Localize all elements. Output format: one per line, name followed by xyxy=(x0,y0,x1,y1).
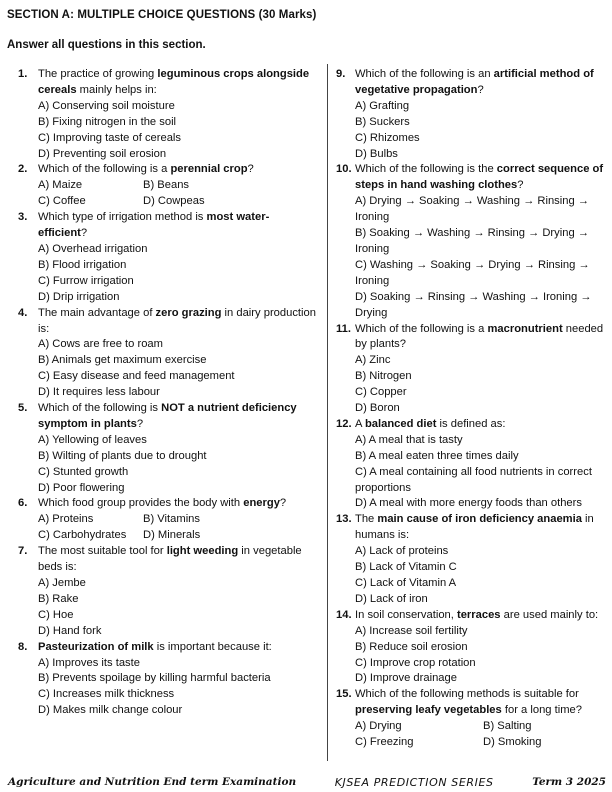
question-stem xyxy=(38,496,318,512)
answer-option: C) Stunted growth xyxy=(38,465,129,478)
answer-option: C) Improve crop rotation xyxy=(355,656,476,669)
answer-option: A) Zinc xyxy=(355,354,391,367)
question-stem xyxy=(38,210,318,242)
answer-option: A) Drying xyxy=(355,720,402,733)
question-number: 3. xyxy=(18,211,28,224)
question-text: The most suitable tool for xyxy=(38,545,167,558)
answer-option: D) Hand fork xyxy=(38,624,102,637)
answer-option: D) Preventing soil erosion xyxy=(38,147,167,160)
question-text: ? xyxy=(80,227,88,240)
question-number: 12. xyxy=(336,417,352,430)
question-stem xyxy=(38,544,318,576)
question-stem xyxy=(355,512,606,544)
question-4 xyxy=(18,306,318,401)
question-number: 4. xyxy=(18,306,28,319)
question-stem xyxy=(355,417,606,433)
answer-option: C) Freezing xyxy=(355,736,414,749)
question-number: 7. xyxy=(18,545,28,558)
question-text: Which of the following is xyxy=(38,402,162,415)
answer-option: A) Proteins xyxy=(38,513,94,526)
question-7 xyxy=(18,544,318,639)
question-keyword: Pasteurization of milk xyxy=(38,640,154,653)
question-keyword: balanced diet xyxy=(364,417,437,430)
question-keyword: macronutrient xyxy=(487,322,563,335)
question-column-left xyxy=(18,67,318,719)
answer-option: A) Lack of proteins xyxy=(355,545,449,558)
answer-option: D) Lack of iron xyxy=(355,592,428,605)
question-text: in vegetable beds is: xyxy=(38,545,302,574)
question-keyword: main cause of iron deficiency anaemia xyxy=(377,513,582,526)
answer-option: C) Improving taste of cereals xyxy=(38,131,182,144)
question-text: Which of the following methods is suitable for xyxy=(355,688,579,701)
question-text: Which of the following is a xyxy=(38,163,171,176)
question-number: 6. xyxy=(18,497,28,510)
question-1 xyxy=(18,67,318,162)
answer-option: B) Lack of Vitamin C xyxy=(355,561,457,574)
question-12 xyxy=(336,417,606,512)
question-text: are used mainly to: xyxy=(500,608,599,621)
answer-option: A) Yellowing of leaves xyxy=(38,433,147,446)
question-column-right xyxy=(336,67,606,751)
question-text: ? xyxy=(279,497,287,510)
option-row xyxy=(38,512,318,528)
answer-option: D) Poor flowering xyxy=(38,481,125,494)
question-13 xyxy=(336,512,606,607)
question-keyword: artificial method of vegetative propagation xyxy=(355,68,594,96)
question-text: The practice of growing xyxy=(38,68,158,80)
question-keyword: preserving leafy vegetables xyxy=(355,704,502,717)
question-5 xyxy=(18,401,318,496)
question-8 xyxy=(18,640,318,720)
question-text: mainly helps in: xyxy=(76,83,157,96)
answer-option: D) Smoking xyxy=(483,736,542,749)
answer-option: A) Jembe xyxy=(38,577,86,589)
question-stem xyxy=(38,67,318,99)
question-text: is important because it: xyxy=(153,640,272,653)
question-stem xyxy=(355,322,606,354)
footer-term: Term 3 2025 xyxy=(532,776,606,788)
answer-option: B) Salting xyxy=(483,720,532,733)
answer-option: D) Improve drainage xyxy=(355,672,457,685)
answer-option: B) Nitrogen xyxy=(355,370,412,383)
question-text: in dairy production is: xyxy=(38,306,316,335)
question-text: ? xyxy=(477,83,484,96)
question-6 xyxy=(18,496,318,544)
question-text: for a long time? xyxy=(501,704,582,717)
footer-exam-title: Agriculture and Nutrition End term Examination xyxy=(8,776,297,788)
question-stem xyxy=(355,67,606,99)
question-text: Which food group provides the body with xyxy=(38,497,244,510)
question-text: ? xyxy=(247,163,254,176)
section-title: SECTION A: MULTIPLE CHOICE QUESTIONS (30 Marks) xyxy=(7,9,317,21)
answer-option: C) Furrow irrigation xyxy=(38,274,134,287)
answer-option: B) A meal eaten three times daily xyxy=(355,449,519,462)
question-number: 10. xyxy=(336,163,352,176)
answer-option: A) Increase soil fertility xyxy=(355,624,468,637)
question-keyword: correct sequence of steps in hand washing clothes xyxy=(355,163,604,192)
option-row xyxy=(355,735,606,751)
answer-option: D) It requires less labour xyxy=(38,386,160,399)
answer-option: C) Increases milk thickness xyxy=(38,688,175,701)
question-stem xyxy=(355,687,606,719)
question-number: 9. xyxy=(336,68,346,80)
question-keyword: perennial crop xyxy=(170,163,248,176)
answer-option: B) Beans xyxy=(143,179,190,192)
answer-option: A) Conserving soil moisture xyxy=(38,99,175,112)
answer-option: B) Fixing nitrogen in the soil xyxy=(38,115,177,128)
question-number: 1. xyxy=(18,68,28,80)
answer-option: C) Washing → Soaking → Drying → Rinsing → Ironing xyxy=(355,258,590,287)
question-keyword: terraces xyxy=(456,608,501,621)
answer-option: A) Cows are free to roam xyxy=(38,338,163,351)
question-text: is defined as: xyxy=(436,417,506,430)
answer-option: C) Rhizomes xyxy=(355,131,420,144)
question-number: 15. xyxy=(336,688,352,701)
question-keyword: most water-efficient xyxy=(38,211,270,240)
question-text: ? xyxy=(136,417,144,430)
question-stem xyxy=(38,640,318,656)
answer-option: D) Makes milk change colour xyxy=(38,704,183,717)
answer-option: B) Flood irrigation xyxy=(38,258,127,271)
question-text: The xyxy=(355,513,378,526)
answer-option: A) Drying → Soaking → Washing → Rinsing → Ironing xyxy=(355,195,589,224)
question-number: 14. xyxy=(336,608,352,621)
answer-option: B) Suckers xyxy=(355,115,410,128)
answer-option: C) Lack of Vitamin A xyxy=(355,577,457,589)
question-text: Which type of irrigation method is xyxy=(38,211,207,224)
answer-option: D) Soaking → Rinsing → Washing → Ironing → Drying xyxy=(355,290,592,319)
question-text: In soil conservation, xyxy=(355,608,457,621)
answer-option: C) Easy disease and feed management xyxy=(38,370,235,383)
question-text: Which of the following is the xyxy=(355,163,497,176)
answer-option: B) Prevents spoilage by killing harmful bacteria xyxy=(38,672,271,685)
question-text: Which of the following is an xyxy=(355,68,494,80)
question-keyword: energy xyxy=(243,497,280,510)
question-keyword: zero grazing xyxy=(155,306,222,319)
answer-option: D) A meal with more energy foods than others xyxy=(355,497,582,510)
answer-option: C) Hoe xyxy=(38,608,74,621)
page-footer xyxy=(8,774,606,790)
question-stem xyxy=(355,162,606,194)
answer-option: B) Rake xyxy=(38,592,79,605)
question-15 xyxy=(336,687,606,751)
option-row xyxy=(38,528,318,544)
question-3 xyxy=(18,210,318,305)
question-11 xyxy=(336,322,606,417)
answer-option: B) Animals get maximum exercise xyxy=(38,354,207,367)
answer-option: A) Overhead irrigation xyxy=(38,242,148,255)
column-divider xyxy=(327,64,328,761)
question-keyword: leguminous crops alongside cereals xyxy=(38,68,310,96)
question-keyword: NOT a nutrient deficiency symptom in plants xyxy=(38,402,297,430)
option-row xyxy=(38,194,318,210)
question-number: 2. xyxy=(18,163,28,176)
answer-option: C) Coffee xyxy=(38,195,86,208)
answer-option: D) Cowpeas xyxy=(143,195,205,208)
question-stem xyxy=(38,306,318,338)
option-row xyxy=(355,719,606,735)
question-number: 13. xyxy=(336,513,352,526)
answer-option: B) Soaking → Washing → Rinsing → Drying → Ironing xyxy=(355,227,589,255)
question-number: 11. xyxy=(336,322,351,335)
question-stem xyxy=(38,401,318,433)
question-2 xyxy=(18,162,318,210)
question-9 xyxy=(336,67,606,162)
answer-option: D) Bulbs xyxy=(355,147,398,160)
answer-option: B) Reduce soil erosion xyxy=(355,640,468,653)
footer-series: KJSEA PREDICTION SERIES xyxy=(334,775,494,789)
answer-option: A) Improves its taste xyxy=(38,656,140,669)
question-text: Which of the following is a xyxy=(355,322,488,335)
answer-option: D) Boron xyxy=(355,402,400,415)
question-text: The main advantage of xyxy=(38,306,156,319)
answer-option: B) Vitamins xyxy=(143,513,200,526)
section-instruction: Answer all questions in this section. xyxy=(7,39,206,51)
question-14 xyxy=(336,608,606,688)
answer-option: B) Wilting of plants due to drought xyxy=(38,449,207,462)
question-number: 8. xyxy=(18,640,28,653)
answer-option: D) Drip irrigation xyxy=(38,290,120,303)
question-keyword: light weeding xyxy=(166,545,239,558)
question-text: needed by plants? xyxy=(355,322,604,351)
answer-option: C) Carbohydrates xyxy=(38,529,127,542)
question-stem xyxy=(355,608,606,624)
answer-option: D) Minerals xyxy=(143,529,201,542)
answer-option: C) Copper xyxy=(355,386,407,399)
question-number: 5. xyxy=(18,402,28,415)
question-10 xyxy=(336,162,606,321)
question-stem xyxy=(38,162,318,178)
answer-option: A) Maize xyxy=(38,179,83,192)
question-text: in humans is: xyxy=(355,513,594,542)
answer-option: A) Grafting xyxy=(355,99,410,112)
option-row xyxy=(38,178,318,194)
question-text: ? xyxy=(517,179,524,192)
question-text: A xyxy=(355,417,365,430)
answer-option: C) A meal containing all food nutrients in correct proportions xyxy=(355,465,592,494)
answer-option: A) A meal that is tasty xyxy=(355,433,463,446)
